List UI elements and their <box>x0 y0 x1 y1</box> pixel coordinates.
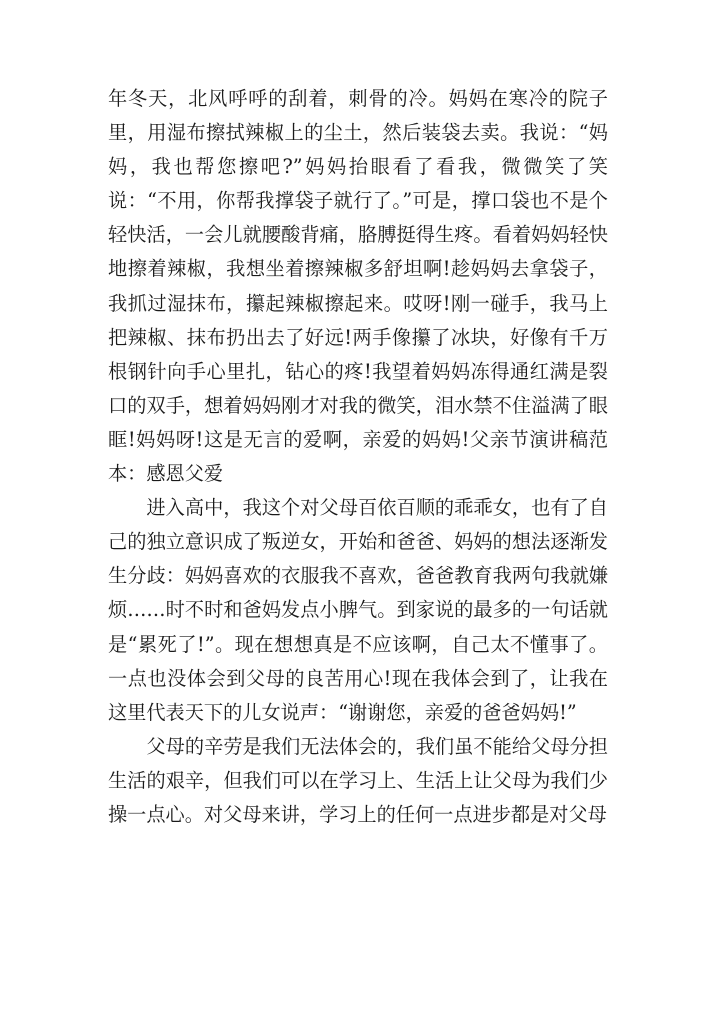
paragraph-2: 进入高中，我这个对父母百依百顺的乖乖女，也有了自己的独立意识成了叛逆女，开始和爸爸、妈妈的想法逐渐发生分歧：妈妈喜欢的衣服我不喜欢，爸爸教育我两句我就嫌烦……时不时和爸妈发点小脾气。到家说的最多的一句话就是“累死了!”。现在想想真是不应该啊，自己太不懂事了。一点也没体会到父母的良苦用心!现在我体会到了，让我在这里代表天下的儿女说声：“谢谢您，亲爱的爸爸妈妈!” <box>108 496 608 724</box>
paragraph-3: 父母的辛劳是我们无法体会的，我们虽不能给父母分担生活的艰辛，但我们可以在学习上、生活上让父母为我们少操一点心。对父母来讲，学习上的任何一点进步都是对父母 <box>108 734 608 826</box>
document-body <box>108 82 608 832</box>
paragraph-1: 年冬天，北风呼呼的刮着，刺骨的冷。妈妈在寒冷的院子里，用湿布擦拭辣椒上的尘土，然后装袋去卖。我说：“妈妈，我也帮您擦吧?”妈妈抬眼看了看我，微微笑了笑说：“不用，你帮我撑袋子就行了。”可是，撑口袋也不是个轻快活，一会儿就腰酸背痛，胳膊挺得生疼。看着妈妈轻快地擦着辣椒，我想坐着擦辣椒多舒坦啊!趁妈妈去拿袋子，我抓过湿抹布，攥起辣椒擦起来。哎呀!刚一碰手，我马上把辣椒、抹布扔出去了好远!两手像攥了冰块，好像有千万根钢针向手心里扎，钻心的疼!我望着妈妈冻得通红满是裂口的双手，想着妈妈刚才对我的微笑，泪水禁不住溢满了眼眶!妈妈呀!这是无言的爱啊，亲爱的妈妈!父亲节演讲稿范本：感恩父爱 <box>108 87 608 486</box>
